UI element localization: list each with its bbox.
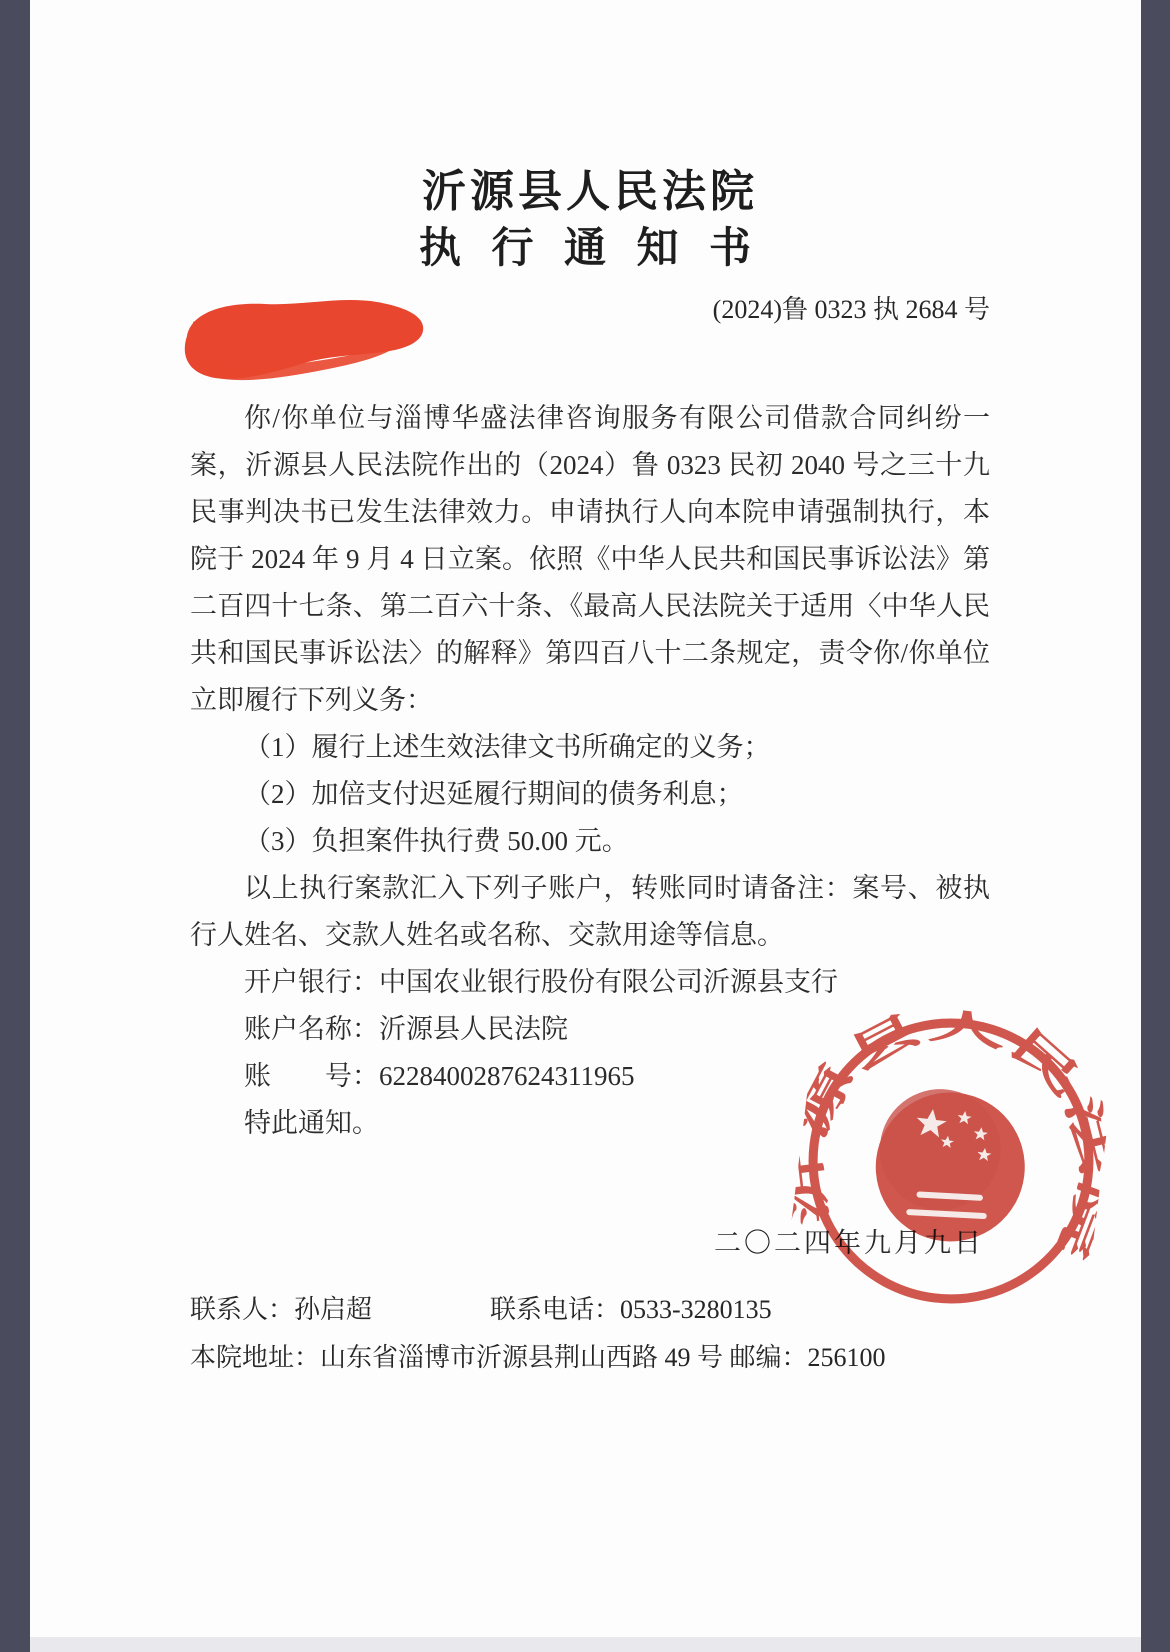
case-number: (2024)鲁 0323 执 2684 号 xyxy=(712,294,990,324)
seal-arc-text: 沂源县人民法院 xyxy=(784,1000,1119,1232)
title-block xyxy=(190,168,990,273)
obligation-item-2: （2）加倍支付迟延履行期间的债务利息； xyxy=(244,778,744,809)
closing-line: 特此通知。 xyxy=(244,1107,379,1138)
contact-person: 联系人：孙启超 xyxy=(190,1294,373,1324)
bank-name-line: 开户银行：中国农业银行股份有限公司沂源县支行 xyxy=(244,966,838,997)
document-page xyxy=(30,0,1141,1637)
scan-bottom-strip xyxy=(30,1637,1141,1652)
paragraph-remit: 以上执行案款汇入下列子账户，转账同时请备注：案号、被执行人姓名、交款人姓名或名称、交款用途等信息。 xyxy=(190,872,990,950)
seal-emblem-icon xyxy=(867,1082,1033,1250)
official-seal xyxy=(783,993,1120,1330)
account-name-line: 账户名称：沂源县人民法院 xyxy=(244,1013,568,1044)
issue-date: 二〇二四年九月九日 xyxy=(714,1227,984,1258)
address-row xyxy=(190,1334,990,1382)
obligation-item-3: （3）负担案件执行费 50.00 元。 xyxy=(244,825,629,856)
contact-phone: 联系电话：0533-3280135 xyxy=(490,1294,772,1324)
court-address: 本院地址：山东省淄博市沂源县荆山西路 49 号 邮编：256100 xyxy=(190,1342,886,1372)
obligation-item-1: （1）履行上述生效法律文书所确定的义务； xyxy=(244,731,771,762)
account-number-line: 账 号：6228400287624311965 xyxy=(244,1060,635,1091)
paragraph-main: 你/你单位与淄博华盛法律咨询服务有限公司借款合同纠纷一案，沂源县人民法院作出的（2024）鲁 0323 民初 2040 号之三十九民事判决书已发生法律效力。申请执行人向本院申请强制执行，本院于 2024 年 9 月 4 日立案。依照《中华人民共和国民事诉讼法》第二百四十七条、第二百六十条、《最高人民法院关于适用〈中华人民共和国民事诉讼法〉的解释》第四百八十二条规定，责令你/你单位立即履行下列义务： xyxy=(190,402,990,715)
redaction-mark xyxy=(173,288,435,392)
document-type-title: 执 行 通 知 书 xyxy=(418,226,761,273)
court-name-title: 沂源县人民法院 xyxy=(422,167,758,216)
